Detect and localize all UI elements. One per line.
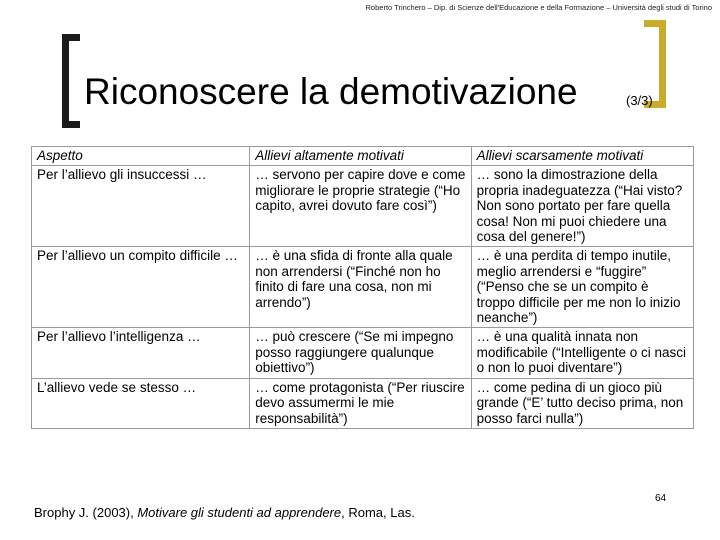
table-cell: … è una sfida di fronte alla quale non arrendersi (“Finché non ho finito di fare una cosa, non mi arrendo”)	[250, 247, 471, 328]
table-row	[32, 378, 694, 428]
table-cell: Per l’allievo un compito difficile …	[32, 247, 250, 328]
table-cell: … sono la dimostrazione della propria inadeguatezza (“Hai visto? Non sono portato per fare quella cosa! Non mi puoi chiedere una cosa del genere!”)	[471, 166, 693, 247]
slide-header: Roberto Trinchero – Dip. di Scienze dell'Educazione e della Formazione – Università degli studi di Torino	[365, 3, 712, 12]
table-cell: … è una qualità innata non modificabile (“Intelligente o ci nasci o non lo puoi diventare”)	[471, 328, 693, 378]
reference-author: Brophy J. (2003),	[34, 505, 138, 520]
table-header-row	[32, 147, 694, 166]
slide-title: Riconoscere la demotivazione	[84, 71, 578, 112]
header-aspetto: Aspetto	[32, 147, 250, 166]
table-cell: … può crescere (“Se mi impegno posso raggiungere qualunque obiettivo”)	[250, 328, 471, 378]
header-highly-motivated: Allievi altamente motivati	[250, 147, 471, 166]
page-number: 64	[655, 493, 667, 504]
table-row	[32, 166, 694, 247]
table-cell: Per l’allievo l’intelligenza …	[32, 328, 250, 378]
slide-title-part: (3/3)	[626, 93, 653, 108]
table-cell: … come pedina di un gioco più grande (“E’ tutto deciso prima, non posso farci nulla”)	[471, 378, 693, 428]
table-cell: Per l’allievo gli insuccessi …	[32, 166, 250, 247]
table-cell: … è una perdita di tempo inutile, meglio arrendersi e “fuggire” (“Penso che se un compito è troppo difficile per me non lo inizio neanche”)	[471, 247, 693, 328]
left-bracket-decoration	[62, 34, 80, 128]
table-row	[32, 328, 694, 378]
reference-publisher: , Roma, Las.	[341, 505, 415, 520]
reference-footer	[34, 505, 415, 520]
header-poorly-motivated: Allievi scarsamente motivati	[471, 147, 693, 166]
table-cell: … come protagonista (“Per riuscire devo assumermi le mie responsabilità”)	[250, 378, 471, 428]
motivation-table	[31, 146, 694, 429]
table-row	[32, 247, 694, 328]
table-cell: … servono per capire dove e come migliorare le proprie strategie (“Ho capito, avrei dovuto fare così”)	[250, 166, 471, 247]
reference-book-title: Motivare gli studenti ad apprendere	[137, 505, 342, 520]
table-cell: L’allievo vede se stesso …	[32, 378, 250, 428]
